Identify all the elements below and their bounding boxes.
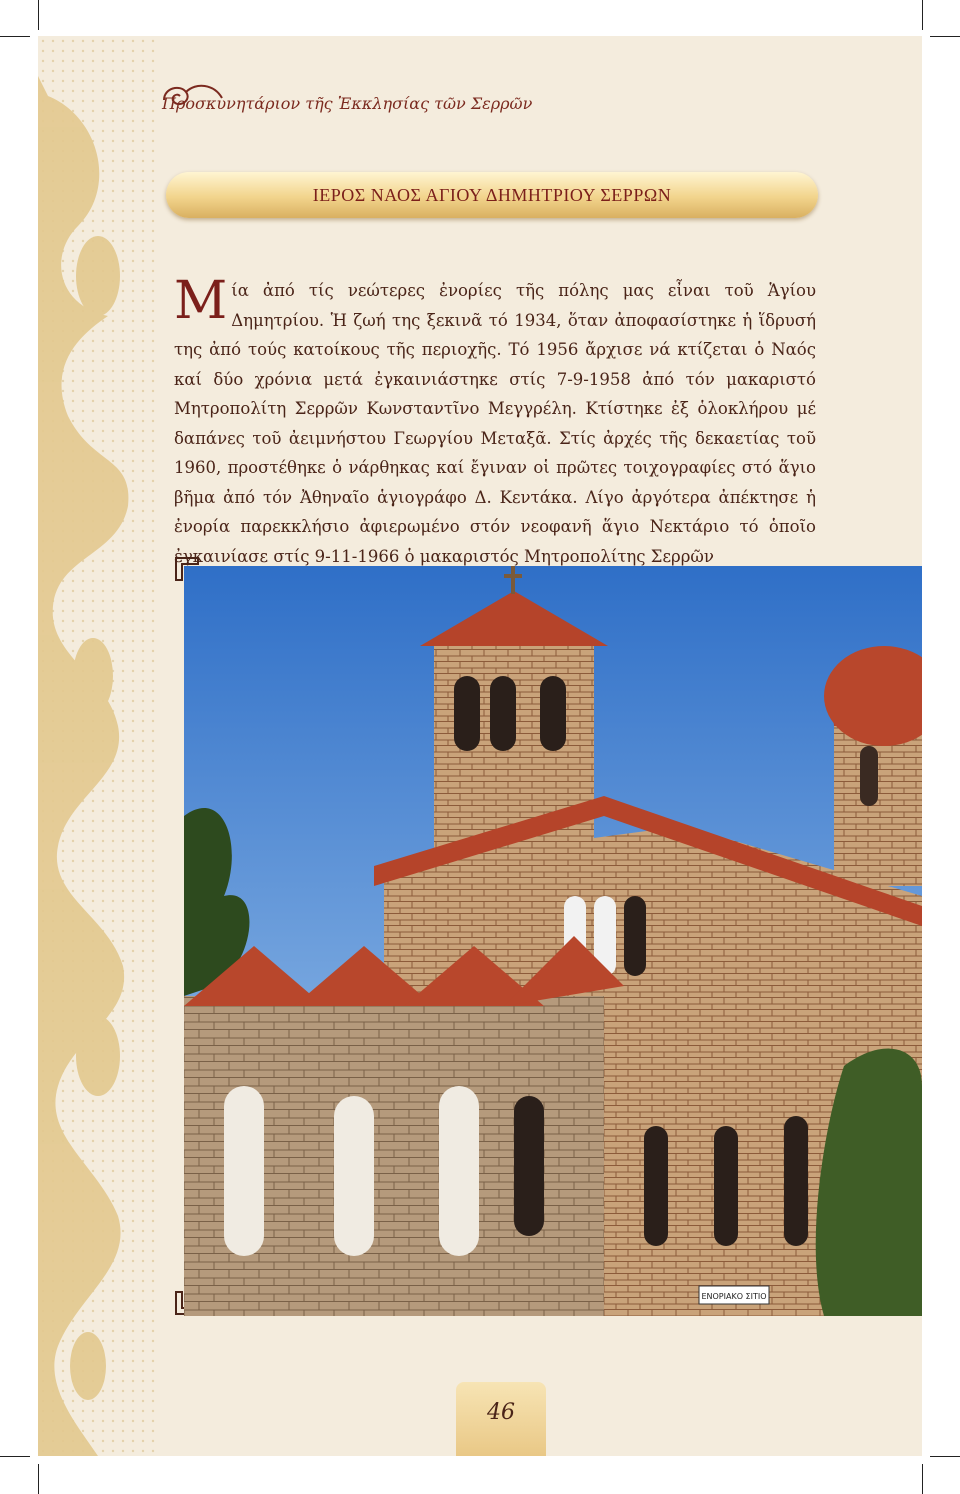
crop-mark [0,36,30,37]
floral-ornament-strip [38,36,158,1456]
crop-mark [922,1464,923,1494]
drop-cap: Μ [174,271,228,331]
title-banner [166,172,818,218]
section-title: ΙΕΡΟΣ ΝΑΟΣ ΑΓΙΟΥ ΔΗΜΗΤΡΙΟΥ ΣΕΡΡΩΝ [312,185,672,205]
crop-mark [0,1456,30,1457]
crop-mark [930,1456,960,1457]
page [38,36,922,1456]
parish-sign: ΕΝΟΡΙΑΚΟ ΣΙΤΙΟ [701,1292,767,1301]
crop-mark [922,0,923,30]
crop-mark [930,36,960,37]
crop-mark [38,0,39,30]
running-title: Προσκυνητάριον τῆς Ἐκκλησίας τῶν Σερρῶν [162,94,533,113]
page-number: 46 [487,1400,515,1425]
page-number-tab [456,1382,546,1456]
paragraph-text: ία ἀπό τίς νεώτερες ἐνορίες τῆς πόλης μας εἶναι τοῦ Ἁγίου Δημητρίου. Ἡ ζωή της ξεκινᾶ τό 1934, ὅταν ἀποφασίστηκε ἡ ἵδρυσή της ἀπό τούς κατοίκους τῆς περιοχῆς. Τό 1956 ἄρχισε νά κτίζεται ὁ Ναός καί δύο χρόνια μετά ἐγκαινιάστηκε στίς 7-9-1958 ἀπό τόν μακαριστό Μητροπολίτη Σερρῶν Κωνσταντῖνο Μεγγρέλη. Κτίστηκε ἐξ ὁλοκλήρου μέ δαπάνες τοῦ ἀειμνήστου Γεωργίου Μεταξᾶ. Στίς ἀρχές τῆς δεκαετίας τοῦ 1960, προστέθηκε ὁ νάρθηκας καί ἔγιναν οἱ πρῶτες τοιχογραφίες στό ἅγιο βῆμα ἀπό τόν Ἀθηναῖο ἁγιογράφο Δ. Κεντάκα. Λίγο ἀργότερα ἀπέκτησε ἡ ἐνορία παρεκκλήσιο ἀφιερωμένο στόν νεοφανῆ ἅγιο Νεκτάριο τό ὁποῖο ἐγκαινίασε στίς 9-11-1966 ὁ μακαριστός Μητροπολίτης Σερρῶν [174,281,816,566]
church-photo-frame [174,556,922,1316]
crop-mark [38,1464,39,1494]
body-paragraph [174,271,816,571]
church-photo [184,566,922,1316]
